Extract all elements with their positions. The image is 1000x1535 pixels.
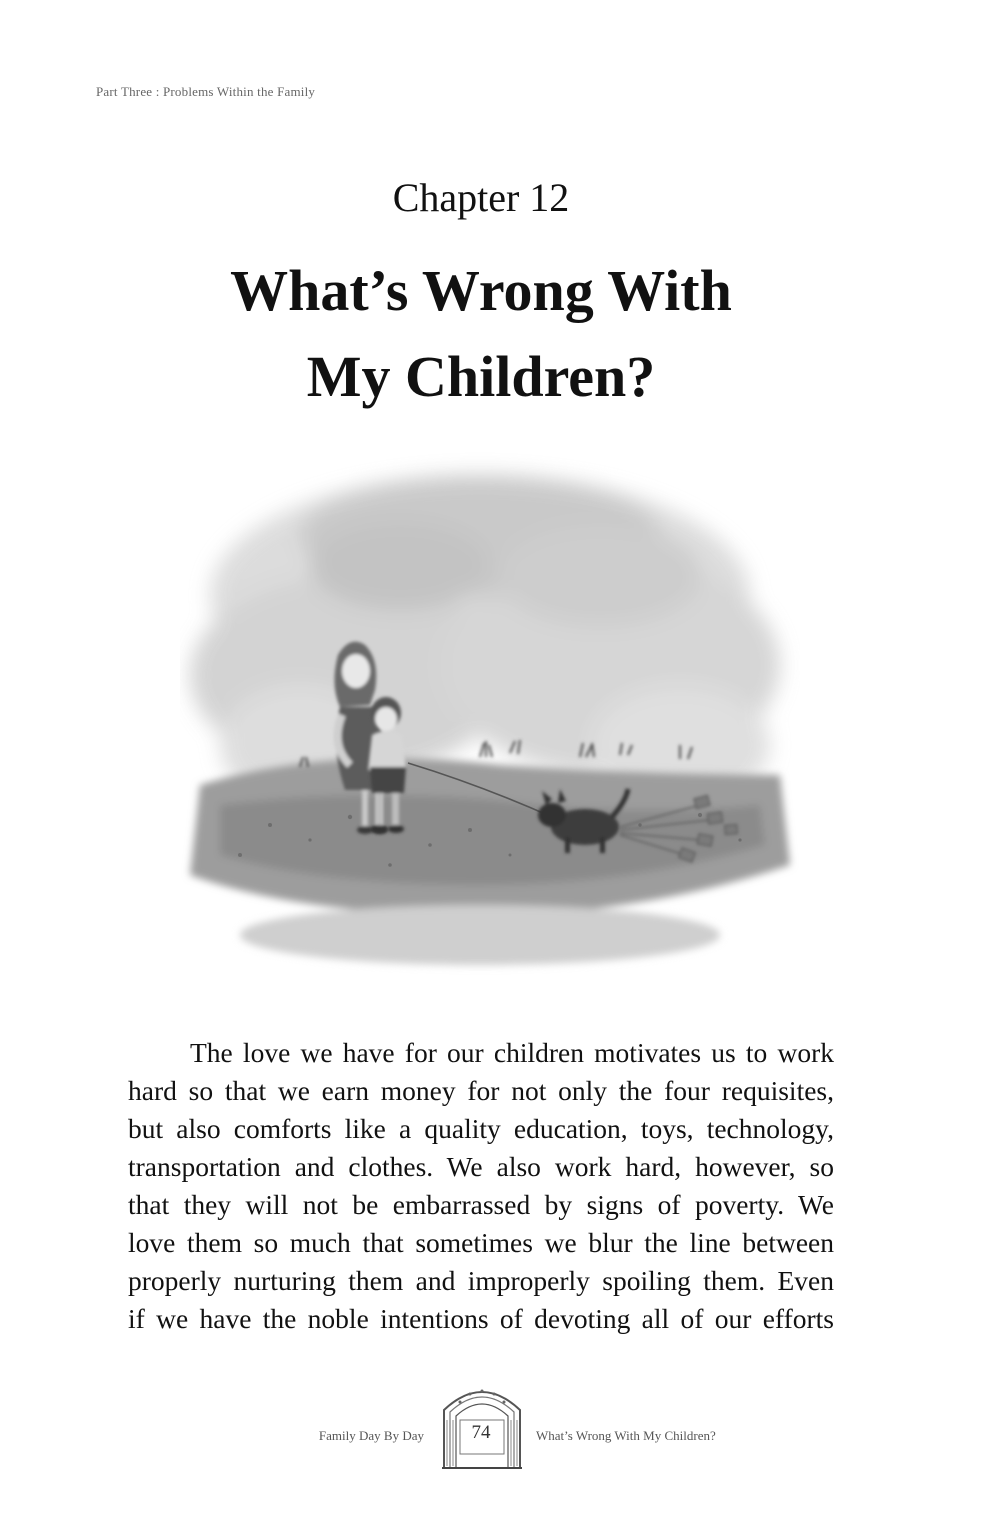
page-number: 74 bbox=[471, 1422, 491, 1443]
body-line: The love we have for our children motivates us to work bbox=[190, 1037, 834, 1068]
chapter-illustration bbox=[180, 445, 800, 985]
chapter-title bbox=[0, 248, 962, 420]
body-line: transportation and clothes. We also work hard, however, so bbox=[128, 1151, 834, 1182]
body-line: but also comforts like a quality education, toys, technology, bbox=[128, 1113, 834, 1144]
body-line: properly nurturing them and improperly spoiling them. Even bbox=[128, 1265, 834, 1296]
page-footer bbox=[0, 1380, 1000, 1470]
chapter-label: Chapter 12 bbox=[392, 175, 570, 220]
footer-book-title: Family Day By Day bbox=[318, 1428, 424, 1443]
body-line: love them so much that sometimes we blur the line between bbox=[128, 1227, 834, 1258]
chapter-title-line-2: My Children? bbox=[306, 344, 656, 409]
footer-chapter-title: What’s Wrong With My Children? bbox=[536, 1428, 716, 1443]
body-line: that they will not be embarrassed by signs of poverty. We bbox=[128, 1189, 834, 1220]
body-line: hard so that we earn money for not only the four requisites, bbox=[128, 1075, 834, 1106]
running-head: Part Three : Problems Within the Family bbox=[96, 84, 316, 99]
body-line: if we have the noble intentions of devoting all of our efforts bbox=[128, 1303, 834, 1334]
chapter-title-line-1: What’s Wrong With bbox=[230, 258, 732, 323]
body-paragraph bbox=[128, 1034, 834, 1338]
